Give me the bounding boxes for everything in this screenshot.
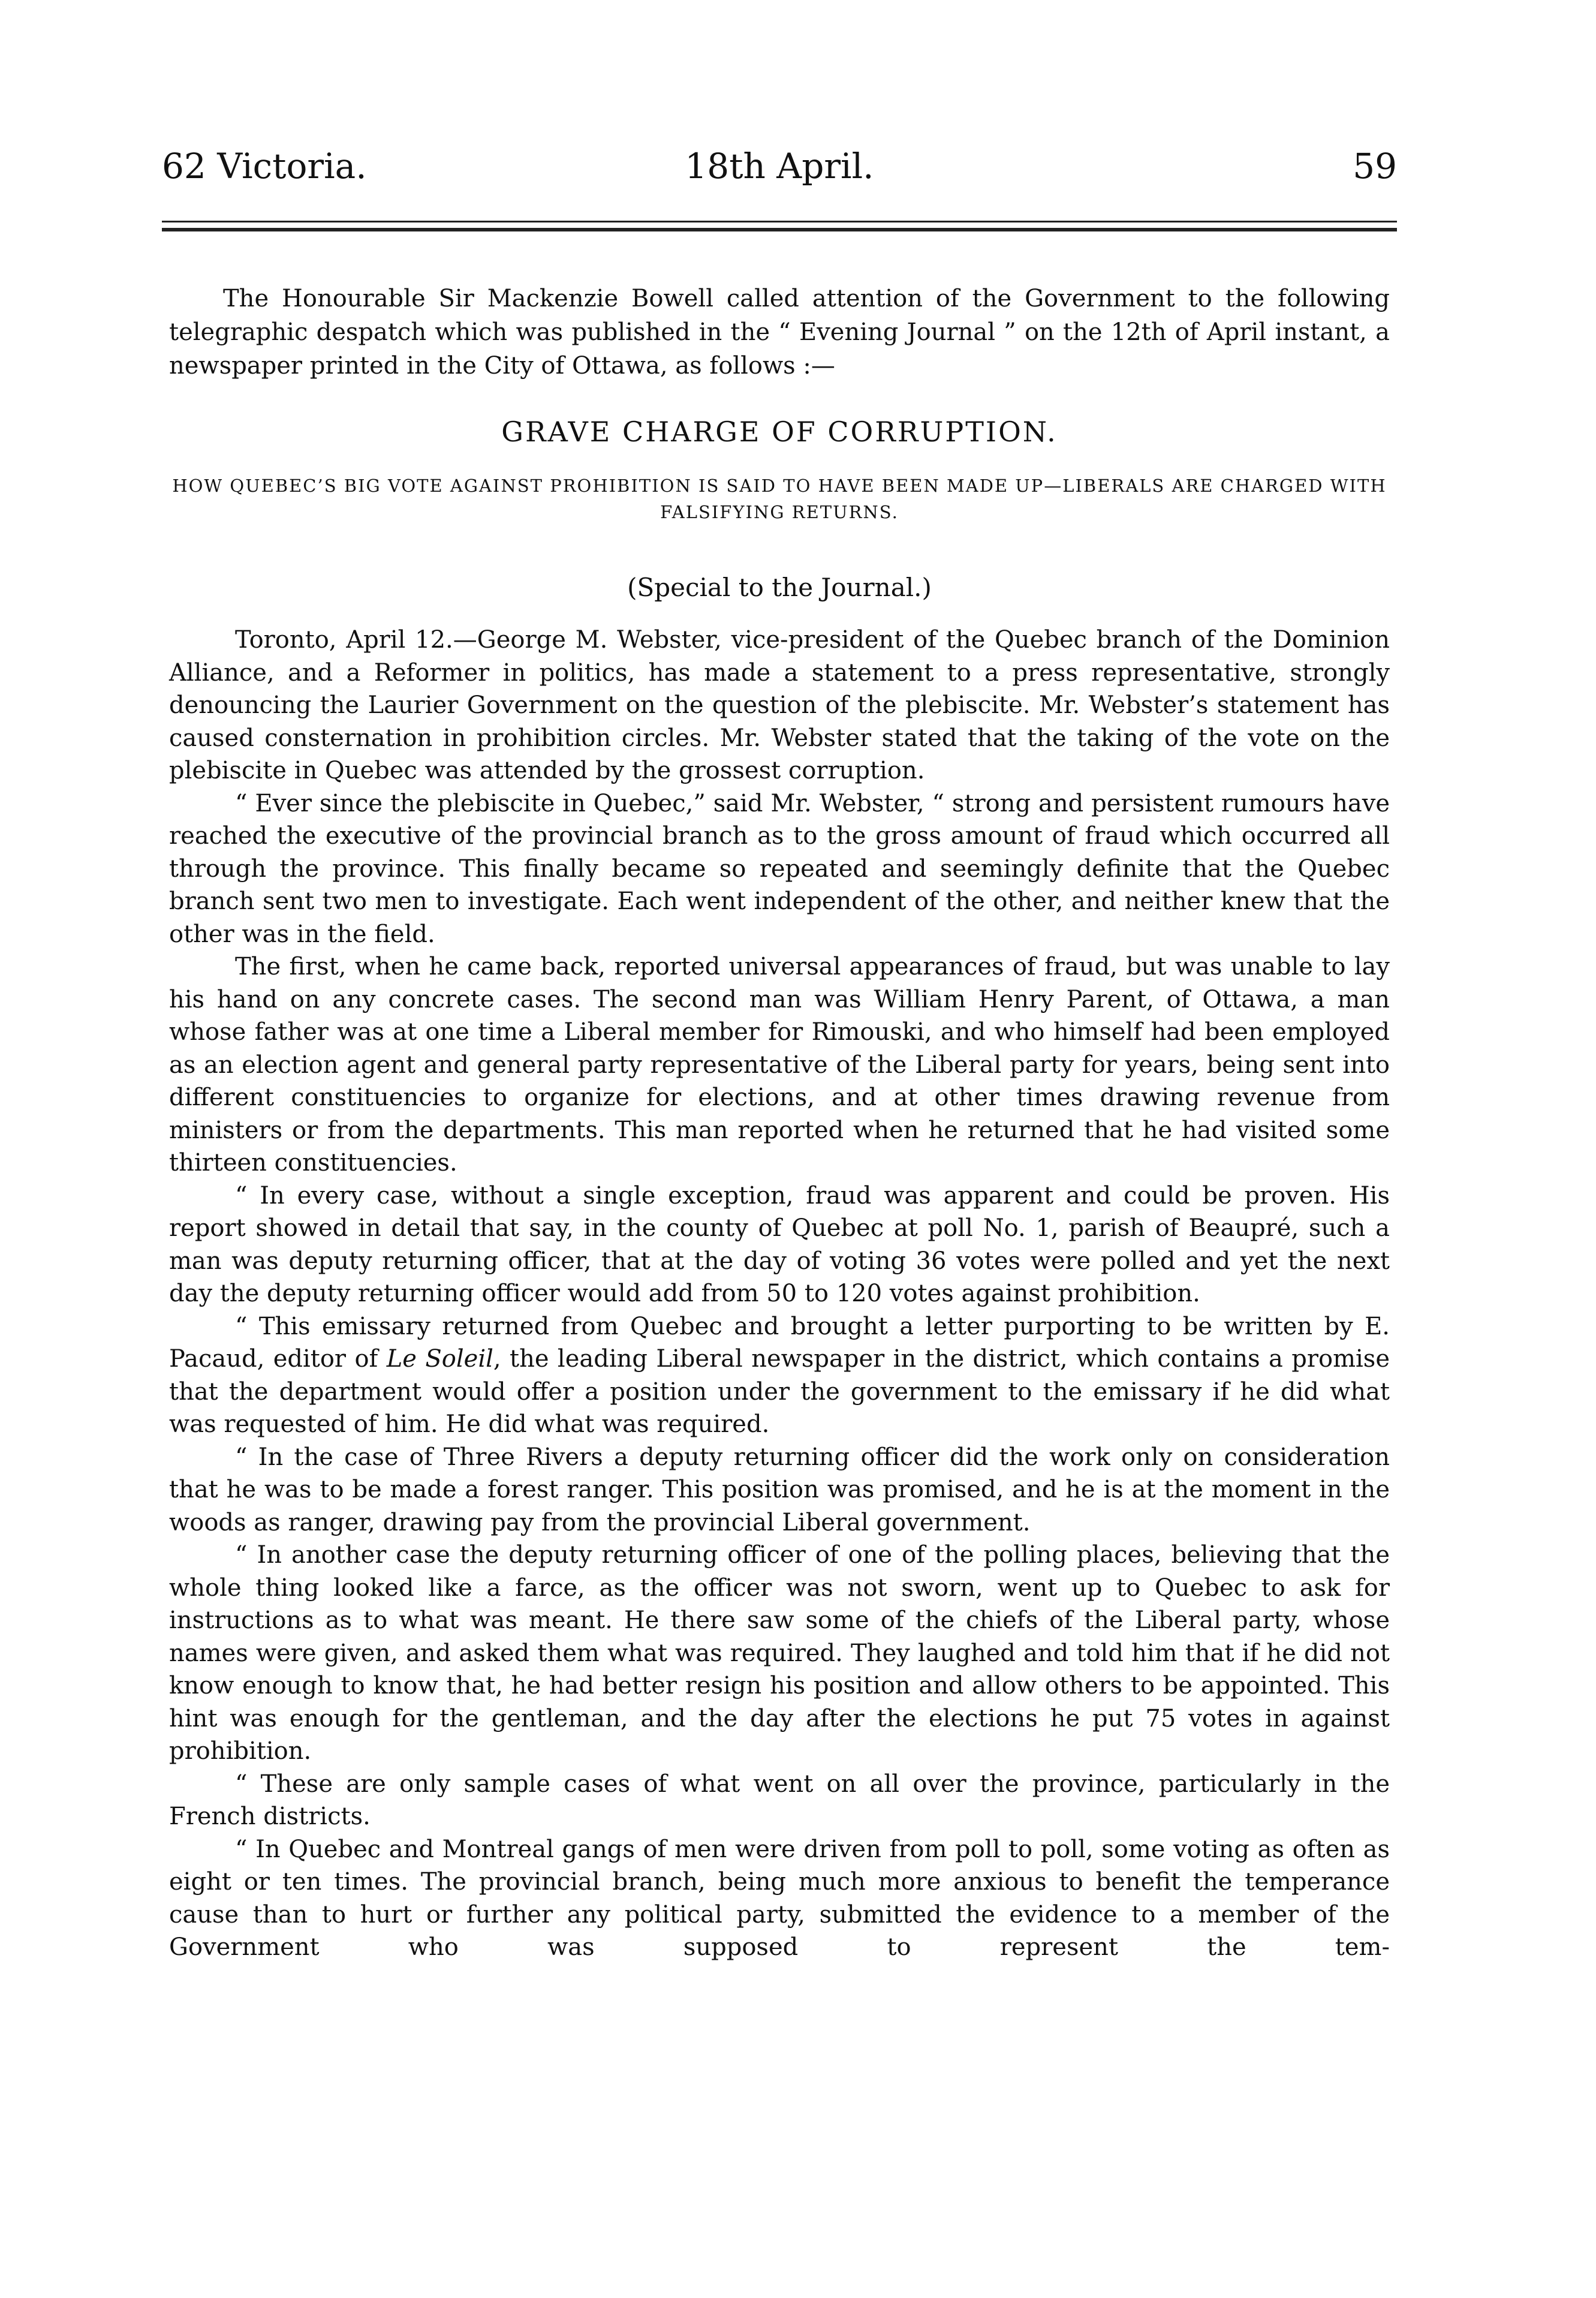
article-body <box>169 624 1390 1964</box>
header-rule-thick <box>162 228 1397 231</box>
article-title: GRAVE CHARGE OF CORRUPTION. <box>501 416 1058 448</box>
page-header <box>162 139 1397 193</box>
article-paragraph: “ Ever since the plebiscite in Quebec,” said Mr. Webster, “ strong and persistent rumours have reached the executive of the provincial branch as to the gross amount of fraud which occurred all through the province. This finally became so repeated and seemingly definite that the Quebec branch sent two men to investigate. Each went independent of the other, and neither knew that the other was in the field. <box>169 789 1390 948</box>
article-paragraph: “ This emissary returned from Quebec and brought a letter purporting to be written by E. Pacaud, editor of Le Soleil, the leading Liberal newspaper in the district, which contains a promise that the department would offer a position under the government to the emissary if he did what was requested of him. He did what was required. <box>169 1312 1390 1438</box>
page-number: 59 <box>1353 146 1397 187</box>
article-byline: (Special to the Journal.) <box>627 573 932 602</box>
header-rule-thin <box>162 221 1397 222</box>
article-paragraph: “ In the case of Three Rivers a deputy returning officer did the work only on consideration that he was to be made a forest ranger. This position was promised, and he is at the moment in the woods as ranger, drawing pay from the provincial Liberal government. <box>169 1443 1390 1536</box>
article-paragraph: “ These are only sample cases of what went on all over the province, particularly in the French districts. <box>169 1770 1390 1830</box>
article-paragraph: The first, when he came back, reported universal appearances of fraud, but was unable to lay his hand on any concrete cases. The second man was William Henry Parent, of Ottawa, a man whose father was at one time a Liberal member for Rimouski, and who himself had been employed as an election agent and general party representative of the Liberal party for years, being sent into different constituencies to organize for elections, and at other times drawing revenue from ministers or from the departments. This man reported when he returned that he had visited some thirteen constituencies. <box>169 953 1390 1177</box>
newspaper-name: Le Soleil <box>386 1345 493 1373</box>
date-label: 18th April. <box>685 146 874 187</box>
article-paragraph: “ In another case the deputy returning officer of one of the polling places, believing that the whole thing looked like a farce, as the officer was not sworn, went up to Quebec to ask for instructions as to what was meant. He there saw some of the chiefs of the Liberal party, whose names were given, and asked them what was required. They laughed and told him that if he did not know enough to know that, he had better resign his position and allow others to be appointed. This hint was enough for the gentleman, and the day after the elections he put 75 votes in against prohibition. <box>169 1541 1390 1765</box>
article-paragraph: “ In every case, without a single exception, fraud was apparent and could be proven. His report showed in detail that say, in the county of Quebec at poll No. 1, parish of Beaupré, such a man was deputy returning officer, that at the day of voting 36 votes were polled and yet the next day the deputy returning officer would add from 50 to 120 votes against prohibition. <box>169 1181 1390 1307</box>
article-paragraph: Toronto, April 12.—George M. Webster, vice-president of the Quebec branch of the Dominion Alliance, and a Reformer in politics, has made a statement to a press representative, strongly denouncing the Laurier Government on the question of the plebiscite. Mr. Webster’s statement has caused consternation in prohibition circles. Mr. Webster stated that the taking of the vote on the plebiscite in Quebec was attended by the grossest corruption. <box>169 626 1390 784</box>
session-label: 62 Victoria. <box>162 146 367 187</box>
article-subtitle: HOW QUEBEC’S BIG VOTE AGAINST PROHIBITION IS SAID TO HAVE BEEN MADE UP—LIBERALS ARE CHARGED WITH FALSIFYING RETURNS. <box>172 476 1387 522</box>
intro-paragraph: The Honourable Sir Mackenzie Bowell called attention of the Government to the following telegraphic despatch which was published in the “ Evening Journal ” on the 12th of April instant, a newspaper printed in the City of Ottawa, as follows :— <box>169 285 1390 380</box>
article-paragraph: “ In Quebec and Montreal gangs of men were driven from poll to poll, some voting as often as eight or ten times. The provincial branch, being much more anxious to benefit the temperance cause than to hurt or further any political party, submitted the evidence to a member of the Government who was supposed to represent the tem- <box>169 1835 1390 1961</box>
